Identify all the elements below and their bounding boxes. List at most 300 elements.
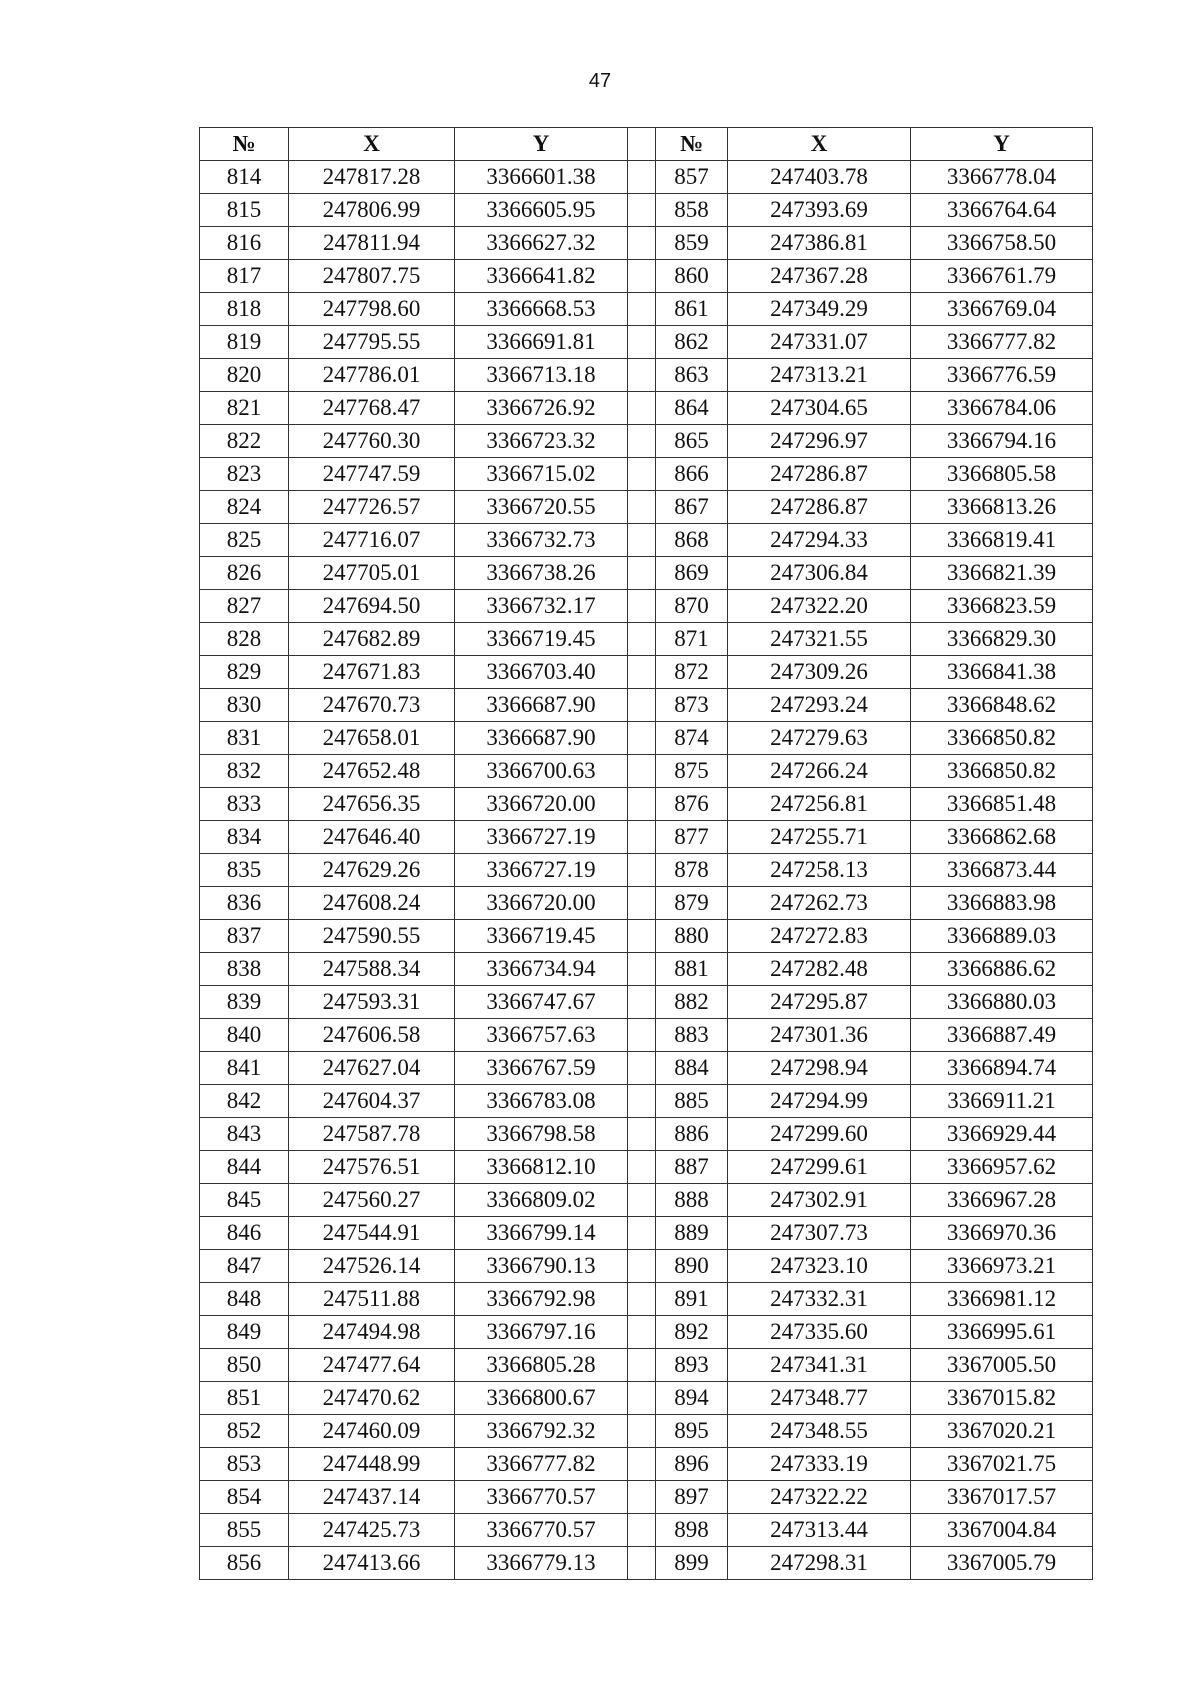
left-num-cell: 837 [200,920,289,953]
right-num-cell: 895 [656,1415,728,1448]
left-num-cell: 821 [200,392,289,425]
left-num-cell: 845 [200,1184,289,1217]
table-row [200,1118,1093,1151]
right-x-cell: 247307.73 [728,1217,911,1250]
right-num-cell: 866 [656,458,728,491]
right-x-cell: 247323.10 [728,1250,911,1283]
table-row [200,656,1093,689]
left-y-cell: 3366687.90 [455,689,628,722]
left-y-cell: 3366767.59 [455,1052,628,1085]
left-num-cell: 848 [200,1283,289,1316]
left-num-cell: 822 [200,425,289,458]
header-x-right: X [728,128,911,161]
right-x-cell: 247302.91 [728,1184,911,1217]
table-row [200,524,1093,557]
table-row [200,161,1093,194]
right-x-cell: 247348.77 [728,1382,911,1415]
left-num-cell: 840 [200,1019,289,1052]
left-num-cell: 850 [200,1349,289,1382]
left-num-cell: 834 [200,821,289,854]
spacer-cell [628,1052,656,1085]
right-num-cell: 887 [656,1151,728,1184]
spacer-cell [628,1019,656,1052]
right-num-cell: 861 [656,293,728,326]
left-y-cell: 3366691.81 [455,326,628,359]
left-y-cell: 3366720.55 [455,491,628,524]
right-num-cell: 899 [656,1547,728,1580]
right-num-cell: 896 [656,1448,728,1481]
table-row [200,920,1093,953]
left-x-cell: 247608.24 [289,887,455,920]
right-x-cell: 247298.94 [728,1052,911,1085]
left-y-cell: 3366790.13 [455,1250,628,1283]
table-row [200,1547,1093,1580]
right-num-cell: 891 [656,1283,728,1316]
left-y-cell: 3366732.17 [455,590,628,623]
left-x-cell: 247604.37 [289,1085,455,1118]
left-y-cell: 3366809.02 [455,1184,628,1217]
right-y-cell: 3366957.62 [911,1151,1093,1184]
left-y-cell: 3366798.58 [455,1118,628,1151]
left-y-cell: 3366757.63 [455,1019,628,1052]
right-x-cell: 247309.26 [728,656,911,689]
left-y-cell: 3366727.19 [455,821,628,854]
left-num-cell: 831 [200,722,289,755]
left-x-cell: 247425.73 [289,1514,455,1547]
right-num-cell: 858 [656,194,728,227]
table-row [200,986,1093,1019]
table-body [200,161,1093,1580]
right-x-cell: 247258.13 [728,854,911,887]
right-y-cell: 3366973.21 [911,1250,1093,1283]
left-num-cell: 833 [200,788,289,821]
left-y-cell: 3366727.19 [455,854,628,887]
header-y-right: Y [911,128,1093,161]
right-num-cell: 878 [656,854,728,887]
right-y-cell: 3366823.59 [911,590,1093,623]
spacer-cell [628,458,656,491]
spacer-cell [628,1415,656,1448]
left-num-cell: 835 [200,854,289,887]
left-x-cell: 247658.01 [289,722,455,755]
left-x-cell: 247460.09 [289,1415,455,1448]
left-num-cell: 836 [200,887,289,920]
right-y-cell: 3366995.61 [911,1316,1093,1349]
left-y-cell: 3366687.90 [455,722,628,755]
right-y-cell: 3367020.21 [911,1415,1093,1448]
left-y-cell: 3366770.57 [455,1514,628,1547]
left-num-cell: 817 [200,260,289,293]
left-num-cell: 830 [200,689,289,722]
right-x-cell: 247306.84 [728,557,911,590]
table-row [200,1019,1093,1052]
left-num-cell: 856 [200,1547,289,1580]
left-y-cell: 3366800.67 [455,1382,628,1415]
right-y-cell: 3366848.62 [911,689,1093,722]
table-row [200,1250,1093,1283]
right-x-cell: 247331.07 [728,326,911,359]
right-y-cell: 3366778.04 [911,161,1093,194]
left-num-cell: 838 [200,953,289,986]
left-x-cell: 247768.47 [289,392,455,425]
right-x-cell: 247321.55 [728,623,911,656]
spacer-cell [628,1349,656,1382]
right-x-cell: 247349.29 [728,293,911,326]
spacer-cell [628,425,656,458]
spacer-cell [628,1217,656,1250]
table-row [200,1481,1093,1514]
left-x-cell: 247448.99 [289,1448,455,1481]
right-y-cell: 3366764.64 [911,194,1093,227]
spacer-cell [628,953,656,986]
left-num-cell: 829 [200,656,289,689]
right-num-cell: 876 [656,788,728,821]
right-y-cell: 3366761.79 [911,260,1093,293]
left-num-cell: 839 [200,986,289,1019]
left-x-cell: 247413.66 [289,1547,455,1580]
right-y-cell: 3366819.41 [911,524,1093,557]
spacer-cell [628,1118,656,1151]
table-row [200,227,1093,260]
left-x-cell: 247806.99 [289,194,455,227]
right-num-cell: 889 [656,1217,728,1250]
left-num-cell: 844 [200,1151,289,1184]
left-y-cell: 3366720.00 [455,887,628,920]
right-x-cell: 247256.81 [728,788,911,821]
left-num-cell: 818 [200,293,289,326]
left-num-cell: 853 [200,1448,289,1481]
right-num-cell: 881 [656,953,728,986]
spacer-cell [628,689,656,722]
table-row [200,260,1093,293]
right-y-cell: 3366889.03 [911,920,1093,953]
left-x-cell: 247494.98 [289,1316,455,1349]
right-y-cell: 3366883.98 [911,887,1093,920]
left-y-cell: 3366668.53 [455,293,628,326]
left-x-cell: 247560.27 [289,1184,455,1217]
coordinates-table [199,127,1093,1580]
spacer-column [628,128,656,161]
left-y-cell: 3366700.63 [455,755,628,788]
right-y-cell: 3366981.12 [911,1283,1093,1316]
table-row [200,887,1093,920]
left-y-cell: 3366732.73 [455,524,628,557]
left-y-cell: 3366747.67 [455,986,628,1019]
right-x-cell: 247296.97 [728,425,911,458]
right-x-cell: 247262.73 [728,887,911,920]
spacer-cell [628,887,656,920]
left-y-cell: 3366797.16 [455,1316,628,1349]
header-x-left: X [289,128,455,161]
table-row [200,326,1093,359]
right-x-cell: 247333.19 [728,1448,911,1481]
left-x-cell: 247716.07 [289,524,455,557]
left-x-cell: 247629.26 [289,854,455,887]
left-num-cell: 854 [200,1481,289,1514]
left-x-cell: 247747.59 [289,458,455,491]
table-row [200,557,1093,590]
right-y-cell: 3367004.84 [911,1514,1093,1547]
right-x-cell: 247304.65 [728,392,911,425]
table-row [200,755,1093,788]
right-x-cell: 247322.20 [728,590,911,623]
right-x-cell: 247293.24 [728,689,911,722]
spacer-cell [628,788,656,821]
right-num-cell: 875 [656,755,728,788]
left-num-cell: 820 [200,359,289,392]
right-x-cell: 247332.31 [728,1283,911,1316]
header-num-right: № [656,128,728,161]
spacer-cell [628,161,656,194]
left-num-cell: 852 [200,1415,289,1448]
right-x-cell: 247313.44 [728,1514,911,1547]
spacer-cell [628,524,656,557]
left-x-cell: 247526.14 [289,1250,455,1283]
right-num-cell: 868 [656,524,728,557]
spacer-cell [628,1382,656,1415]
table-row [200,425,1093,458]
table-row [200,491,1093,524]
right-num-cell: 890 [656,1250,728,1283]
right-x-cell: 247299.60 [728,1118,911,1151]
spacer-cell [628,986,656,1019]
spacer-cell [628,392,656,425]
right-y-cell: 3366813.26 [911,491,1093,524]
left-y-cell: 3366723.32 [455,425,628,458]
spacer-cell [628,722,656,755]
left-x-cell: 247652.48 [289,755,455,788]
right-y-cell: 3366880.03 [911,986,1093,1019]
left-num-cell: 827 [200,590,289,623]
spacer-cell [628,1448,656,1481]
right-x-cell: 247313.21 [728,359,911,392]
left-y-cell: 3366783.08 [455,1085,628,1118]
left-num-cell: 846 [200,1217,289,1250]
left-y-cell: 3366792.98 [455,1283,628,1316]
left-x-cell: 247511.88 [289,1283,455,1316]
left-y-cell: 3366770.57 [455,1481,628,1514]
right-x-cell: 247341.31 [728,1349,911,1382]
right-num-cell: 898 [656,1514,728,1547]
right-num-cell: 880 [656,920,728,953]
left-num-cell: 824 [200,491,289,524]
spacer-cell [628,1184,656,1217]
right-y-cell: 3367005.50 [911,1349,1093,1382]
left-num-cell: 825 [200,524,289,557]
left-y-cell: 3366719.45 [455,623,628,656]
header-y-left: Y [455,128,628,161]
left-y-cell: 3366812.10 [455,1151,628,1184]
right-num-cell: 867 [656,491,728,524]
right-y-cell: 3366841.38 [911,656,1093,689]
table-row [200,194,1093,227]
right-x-cell: 247286.87 [728,458,911,491]
right-y-cell: 3366784.06 [911,392,1093,425]
right-x-cell: 247295.87 [728,986,911,1019]
right-x-cell: 247367.28 [728,260,911,293]
right-y-cell: 3366873.44 [911,854,1093,887]
table-row [200,590,1093,623]
right-num-cell: 877 [656,821,728,854]
spacer-cell [628,1514,656,1547]
right-x-cell: 247301.36 [728,1019,911,1052]
left-num-cell: 841 [200,1052,289,1085]
right-num-cell: 872 [656,656,728,689]
right-y-cell: 3366851.48 [911,788,1093,821]
left-num-cell: 823 [200,458,289,491]
header-num-left: № [200,128,289,161]
left-num-cell: 819 [200,326,289,359]
left-num-cell: 855 [200,1514,289,1547]
table-row [200,1283,1093,1316]
right-x-cell: 247393.69 [728,194,911,227]
left-x-cell: 247786.01 [289,359,455,392]
left-y-cell: 3366779.13 [455,1547,628,1580]
left-y-cell: 3366641.82 [455,260,628,293]
left-y-cell: 3366792.32 [455,1415,628,1448]
spacer-cell [628,1481,656,1514]
right-x-cell: 247294.33 [728,524,911,557]
left-num-cell: 847 [200,1250,289,1283]
left-x-cell: 247671.83 [289,656,455,689]
right-num-cell: 892 [656,1316,728,1349]
table-row [200,1448,1093,1481]
right-num-cell: 879 [656,887,728,920]
table-row [200,722,1093,755]
spacer-cell [628,491,656,524]
left-y-cell: 3366719.45 [455,920,628,953]
right-y-cell: 3366887.49 [911,1019,1093,1052]
left-x-cell: 247817.28 [289,161,455,194]
spacer-cell [628,359,656,392]
page-number: 47 [588,70,612,92]
right-x-cell: 247279.63 [728,722,911,755]
spacer-cell [628,920,656,953]
left-x-cell: 247627.04 [289,1052,455,1085]
left-y-cell: 3366715.02 [455,458,628,491]
right-x-cell: 247272.83 [728,920,911,953]
right-num-cell: 882 [656,986,728,1019]
table-row [200,689,1093,722]
right-num-cell: 888 [656,1184,728,1217]
spacer-cell [628,1250,656,1283]
left-x-cell: 247760.30 [289,425,455,458]
table-row [200,788,1093,821]
right-num-cell: 862 [656,326,728,359]
right-x-cell: 247299.61 [728,1151,911,1184]
right-y-cell: 3366911.21 [911,1085,1093,1118]
left-x-cell: 247437.14 [289,1481,455,1514]
left-num-cell: 843 [200,1118,289,1151]
right-num-cell: 885 [656,1085,728,1118]
right-num-cell: 871 [656,623,728,656]
table-row [200,821,1093,854]
table-row [200,623,1093,656]
left-y-cell: 3366720.00 [455,788,628,821]
right-num-cell: 869 [656,557,728,590]
spacer-cell [628,854,656,887]
left-num-cell: 849 [200,1316,289,1349]
right-y-cell: 3367005.79 [911,1547,1093,1580]
left-y-cell: 3366601.38 [455,161,628,194]
right-num-cell: 884 [656,1052,728,1085]
table-row [200,1217,1093,1250]
left-y-cell: 3366734.94 [455,953,628,986]
right-x-cell: 247286.87 [728,491,911,524]
spacer-cell [628,1316,656,1349]
table-row [200,1415,1093,1448]
right-num-cell: 863 [656,359,728,392]
spacer-cell [628,326,656,359]
table-row [200,458,1093,491]
left-y-cell: 3366726.92 [455,392,628,425]
left-y-cell: 3366605.95 [455,194,628,227]
left-y-cell: 3366777.82 [455,1448,628,1481]
spacer-cell [628,1283,656,1316]
left-x-cell: 247811.94 [289,227,455,260]
left-x-cell: 247705.01 [289,557,455,590]
left-x-cell: 247670.73 [289,689,455,722]
right-num-cell: 883 [656,1019,728,1052]
left-x-cell: 247795.55 [289,326,455,359]
left-x-cell: 247726.57 [289,491,455,524]
right-num-cell: 859 [656,227,728,260]
right-y-cell: 3366758.50 [911,227,1093,260]
left-num-cell: 832 [200,755,289,788]
right-y-cell: 3366776.59 [911,359,1093,392]
table-row [200,1316,1093,1349]
right-y-cell: 3366821.39 [911,557,1093,590]
right-y-cell: 3366894.74 [911,1052,1093,1085]
table-row [200,854,1093,887]
left-x-cell: 247656.35 [289,788,455,821]
table-row [200,1151,1093,1184]
left-y-cell: 3366738.26 [455,557,628,590]
right-y-cell: 3366805.58 [911,458,1093,491]
left-x-cell: 247588.34 [289,953,455,986]
left-x-cell: 247544.91 [289,1217,455,1250]
spacer-cell [628,821,656,854]
left-x-cell: 247470.62 [289,1382,455,1415]
right-y-cell: 3366886.62 [911,953,1093,986]
table-row [200,953,1093,986]
right-num-cell: 857 [656,161,728,194]
right-x-cell: 247403.78 [728,161,911,194]
left-x-cell: 247694.50 [289,590,455,623]
right-num-cell: 870 [656,590,728,623]
left-num-cell: 826 [200,557,289,590]
right-y-cell: 3366929.44 [911,1118,1093,1151]
right-x-cell: 247298.31 [728,1547,911,1580]
left-y-cell: 3366805.28 [455,1349,628,1382]
left-y-cell: 3366713.18 [455,359,628,392]
right-num-cell: 864 [656,392,728,425]
spacer-cell [628,656,656,689]
left-num-cell: 828 [200,623,289,656]
spacer-cell [628,1547,656,1580]
right-x-cell: 247282.48 [728,953,911,986]
left-num-cell: 842 [200,1085,289,1118]
table-row [200,1052,1093,1085]
right-x-cell: 247386.81 [728,227,911,260]
right-num-cell: 873 [656,689,728,722]
spacer-cell [628,755,656,788]
table-header-row [200,128,1093,161]
left-x-cell: 247646.40 [289,821,455,854]
right-y-cell: 3366970.36 [911,1217,1093,1250]
spacer-cell [628,557,656,590]
spacer-cell [628,623,656,656]
